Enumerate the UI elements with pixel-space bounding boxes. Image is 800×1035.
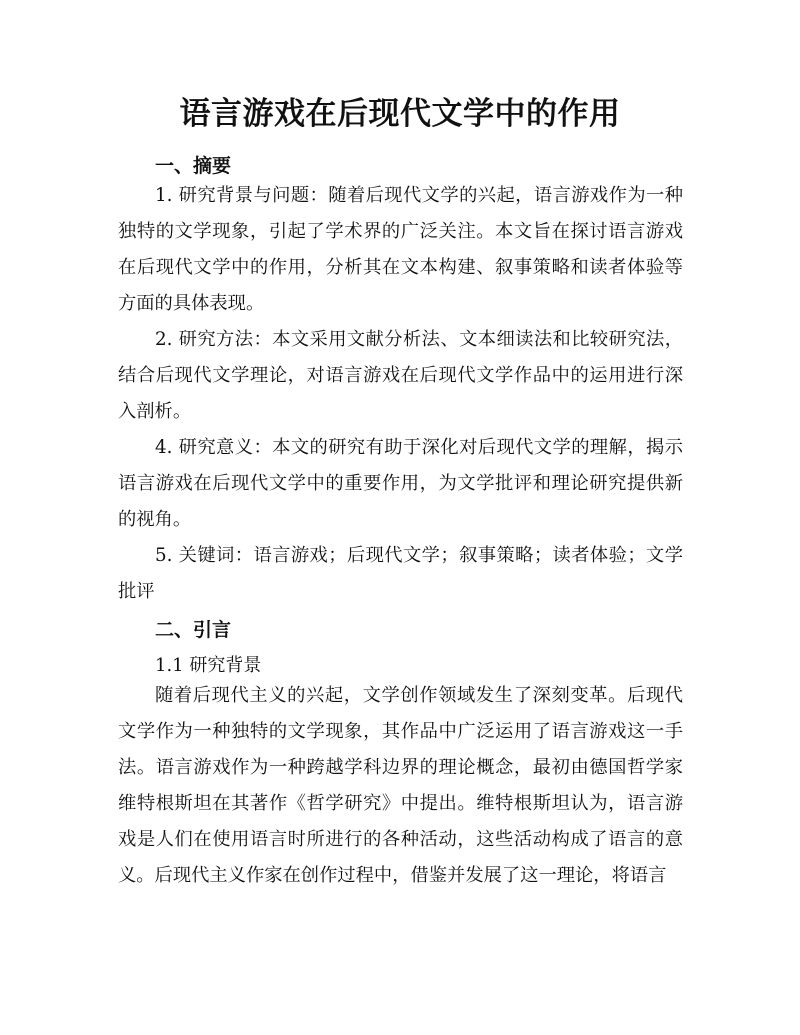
abstract-item-method: 2. 研究方法：本文采用文献分析法、文本细读法和比较研究法，结合后现代文学理论，对语言游戏在后现代文学作品中的运用进行深入剖析。	[118, 329, 683, 422]
abstract-item-significance: 4. 研究意义：本文的研究有助于深化对后现代文学的理解，揭示语言游戏在后现代文学中的重要作用，为文学批评和理论研究提供新的视角。	[118, 437, 683, 530]
document-title: 语言游戏在后现代文学中的作用	[179, 96, 621, 132]
section-heading-introduction: 二、引言	[155, 619, 232, 641]
abstract-item-keywords: 5. 关键词：语言游戏；后现代文学；叙事策略；读者体验；文学批评	[118, 545, 683, 602]
abstract-item-background: 1. 研究背景与问题：随着后现代文学的兴起，语言游戏作为一种独特的文学现象，引起了学术界的广泛关注。本文旨在探讨语言游戏在后现代文学中的作用，分析其在文本构建、叙事策略和读者体验等方面的具体表现。	[118, 185, 683, 314]
subsection-heading-background: 1.1 研究背景	[155, 655, 262, 676]
introduction-paragraph: 随着后现代主义的兴起，文学创作领域发生了深刻变革。后现代文学作为一种独特的文学现象，其作品中广泛运用了语言游戏这一手法。语言游戏作为一种跨越学科边界的理论概念，最初由德国哲学家维特根斯坦在其著作《哲学研究》中提出。维特根斯坦认为，语言游戏是人们在使用语言时所进行的各种活动，这些活动构成了语言的意义。后现代主义作家在创作过程中，借鉴并发展了这一理论，将语言	[118, 685, 683, 886]
section-heading-abstract: 一、摘要	[155, 155, 232, 177]
